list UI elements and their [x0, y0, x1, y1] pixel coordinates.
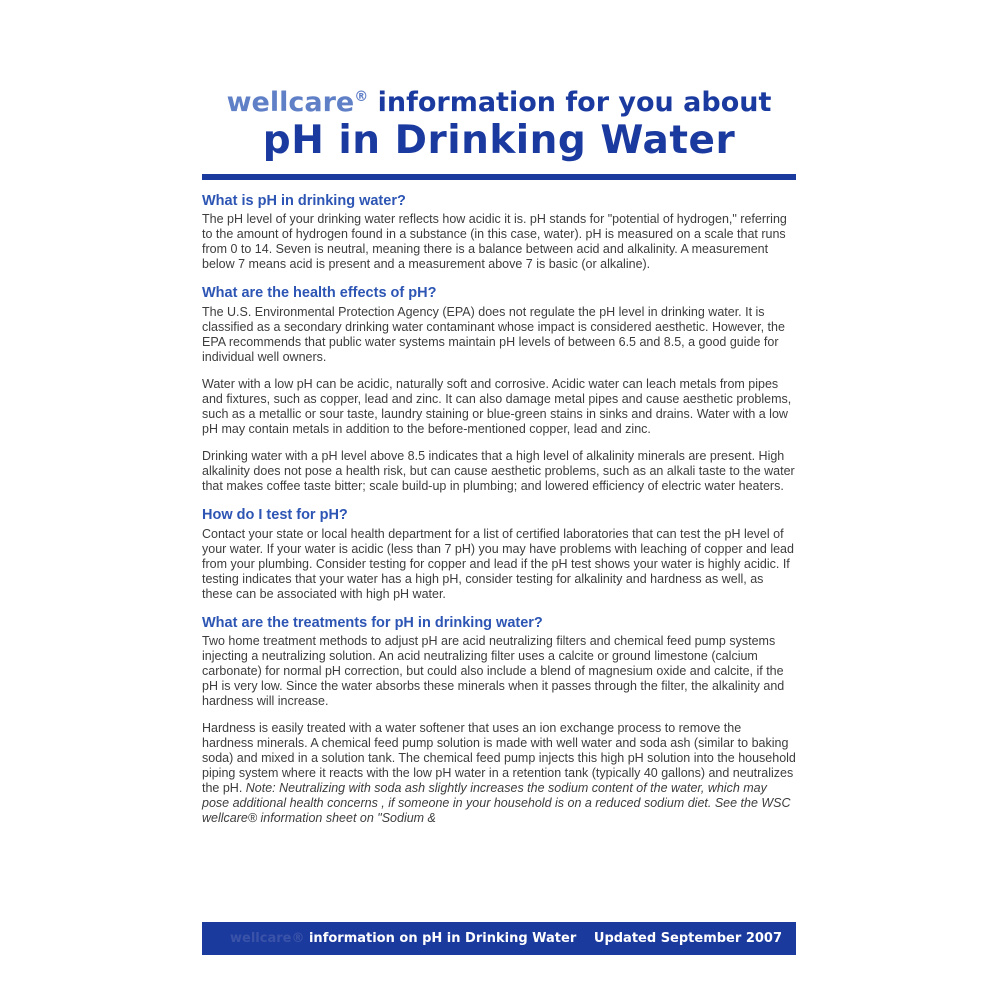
document-content: [202, 88, 796, 826]
brand-tagline-line: [202, 88, 796, 118]
section-treatments: [202, 615, 796, 827]
document-header: [202, 88, 796, 180]
section-how-to-test: [202, 507, 796, 602]
section-heading: What is pH in drinking water?: [202, 192, 406, 209]
paragraph: Contact your state or local health department for a list of certified laboratories that can test the pH level of your water. If your water is acidic (less than 7 pH) you may have problems with leaching of copper and lead from your plumbing. Consider testing for copper and lead if the pH test shows your water is highly acidic. If testing indicates that your water has a high pH, consider testing for alkalinity and hardness as well, as these can be associated with high pH water.: [202, 526, 794, 601]
section-health-effects: [202, 285, 796, 494]
paragraph: The U.S. Environmental Protection Agency (EPA) does not regulate the pH level in drinking water. It is classified as a secondary drinking water contaminant whose impact is considered aesthetic. However, the EPA recommends that public water systems maintain pH levels of between 6.5 and 8.5, a good guide for individual well owners.: [202, 304, 785, 364]
brand-wordmark: wellcare: [226, 87, 355, 118]
tagline-text: information for you about: [368, 87, 772, 118]
footer-title-line: [202, 931, 576, 946]
footer-updated-date: Updated September 2007: [593, 931, 782, 946]
note-italic-text: Note: Neutralizing with soda ash slightly increases the sodium content of the water, which may pose additional health concerns , if someone in your household is on a reduced sodium diet. See the WSC wellcare® information sheet on "Sodium &: [202, 781, 791, 826]
section-what-is-ph: [202, 193, 796, 273]
section-heading: What are the treatments for pH in drinking water?: [202, 614, 543, 631]
paragraph: Two home treatment methods to adjust pH are acid neutralizing filters and chemical feed pump systems injecting a neutralizing solution. An acid neutralizing filter uses a calcite or ground limestone (calcium carbonate) for normal pH correction, but could also include a blend of magnesium oxide and calcite, if the pH is very low. Since the water absorbs these minerals when it passes through the filter, the alkalinity and hardness will increase.: [202, 634, 785, 709]
paragraph: The pH level of your drinking water reflects how acidic it is. pH stands for "potential of hydrogen," referring to the amount of hydrogen found in a substance (in this case, water). pH is measured on a scale that runs from 0 to 14. Seven is neutral, meaning there is a balance between acid and alkalinity. A measurement below 7 means acid is present and a measurement above 7 is basic (or alkaline).: [202, 212, 787, 272]
registered-trademark-symbol: ®: [354, 89, 369, 105]
note-lead-text: Hardness is easily treated with a water softener that uses an ion exchange process to remove the hardness minerals. A chemical feed pump solution is made with well water and soda ash (similar to baking soda) and mixed in a solution tank. The chemical feed pump injects this high pH solution into the household piping system where it reacts with the low pH water in a retention tank (typically 40 gallons) and neutralizes the pH.: [202, 721, 796, 796]
section-heading: How do I test for pH?: [202, 506, 348, 523]
footer-info-text: information on pH in Drinking Water: [304, 931, 577, 946]
section-heading: What are the health effects of pH?: [202, 285, 437, 302]
paragraph-with-note: [202, 721, 796, 826]
header-divider: [202, 174, 796, 180]
paragraph: Drinking water with a pH level above 8.5 indicates that a high level of alkalinity minerals are present. High alkalinity does not pose a health risk, but can cause aesthetic problems, such as an alkali taste to the water that makes coffee taste bitter; scale build-up in plumbing; and lowered efficiency of electric water heaters.: [202, 448, 795, 493]
footer-bar: [202, 922, 796, 955]
paragraph: Water with a low pH can be acidic, naturally soft and corrosive. Acidic water can leach metals from pipes and fixtures, such as copper, lead and zinc. It can also damage metal pipes and cause aesthetic problems, such as a metallic or sour taste, laundry staining or blue-green stains in sinks and drains. Water with a low pH may contain metals in addition to the before-mentioned copper, lead and zinc.: [202, 376, 792, 436]
page-title: pH in Drinking Water: [262, 117, 736, 163]
footer-brand-wordmark: wellcare®: [230, 931, 305, 946]
